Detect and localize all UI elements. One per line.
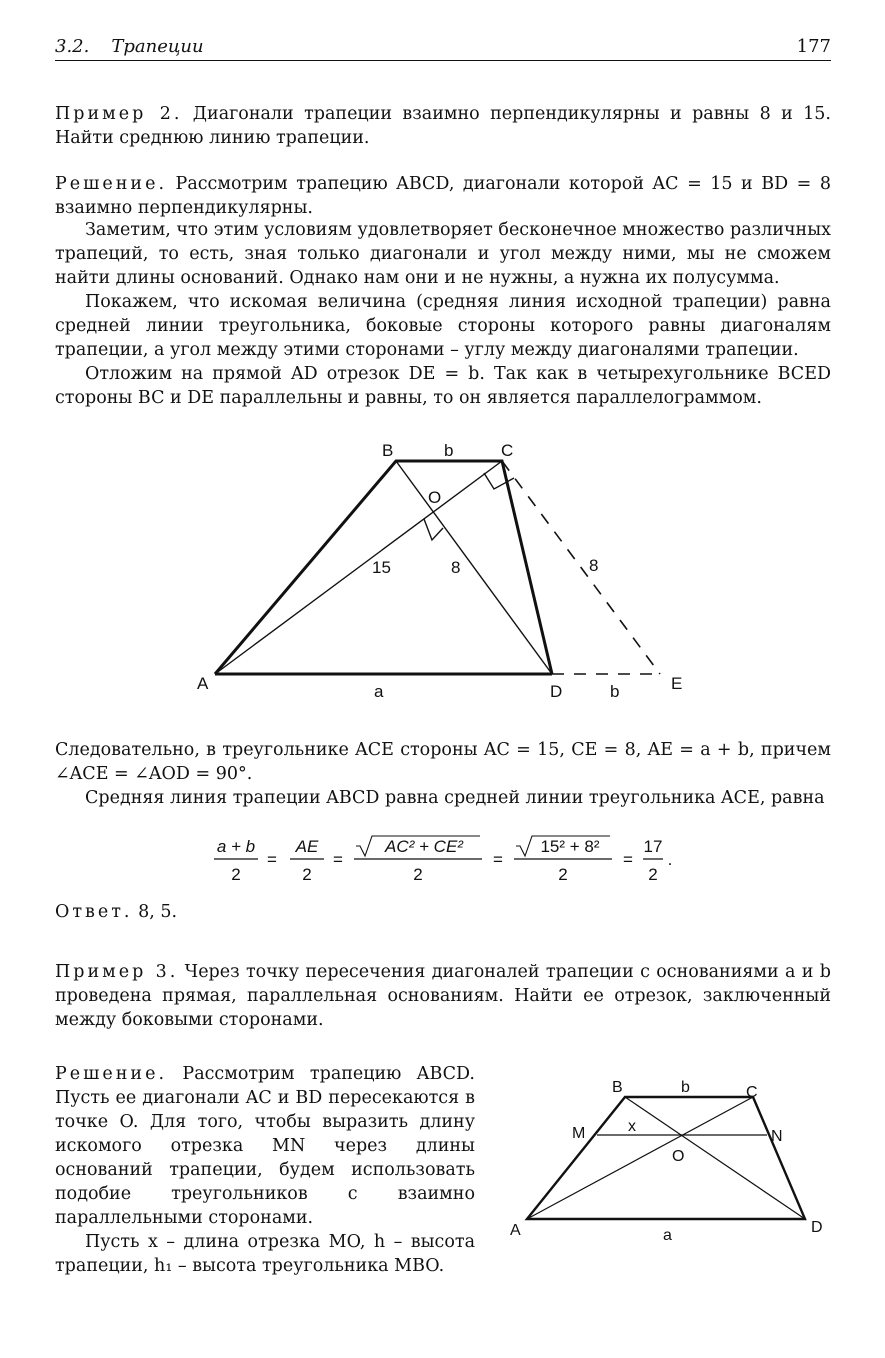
solution-2-label: Решение.: [55, 174, 168, 194]
label-b-bottom: b: [610, 682, 620, 701]
label2-C: C: [746, 1084, 758, 1101]
solution-2-p1-text: Рассмотрим трапецию ABCD, диагонали которой AC = 15 и BD = 8 взаимно перпендикулярны.: [55, 174, 831, 218]
label-E: E: [671, 674, 683, 693]
example-3-label: Пример 3.: [55, 962, 179, 982]
trapezoid-abcd-2: [527, 1097, 805, 1219]
label2-D: D: [811, 1219, 823, 1236]
diagonal-ac-2: [527, 1097, 753, 1219]
label-B: B: [382, 441, 394, 460]
section-title: Трапеции: [111, 36, 204, 57]
label-A: A: [197, 674, 209, 693]
f-t5-den: 2: [648, 865, 658, 884]
answer-label: Ответ.: [55, 902, 133, 922]
label-b-top: b: [444, 441, 454, 460]
solution-2-p3: Покажем, что искомая величина (средняя линия исходной трапеции) равна средней линии треугольника, боковые стороны которого равны диагоналям трапеции, а угол между этими сторонами – углу между диагоналями трапеции.: [55, 292, 831, 360]
label2-O: O: [672, 1148, 685, 1165]
svg-text:=: =: [493, 850, 503, 869]
label2-b: b: [681, 1079, 690, 1096]
label2-B: B: [612, 1079, 623, 1096]
solution-2-p6: Средняя линия трапеции ABCD равна средней линии треугольника ACE, равна: [85, 788, 825, 808]
page-number: 177: [796, 36, 831, 57]
solution-2-p2: Заметим, что этим условиям удовлетворяет бесконечное множество различных трапеций, то есть, зная только диагонали и угол между ними, мы не сможем найти длины оснований. Однако нам они и не нужны, а нужна их полусумма.: [55, 220, 831, 288]
label2-A: A: [510, 1222, 521, 1239]
label-D: D: [550, 682, 563, 701]
svg-text:.: .: [667, 850, 673, 869]
f-t3-num: AC² + CE²: [385, 837, 463, 856]
label-15: 15: [372, 558, 391, 577]
example-2-label: Пример 2.: [55, 104, 183, 124]
label-8-bd: 8: [451, 558, 461, 577]
solution-2-p4: Отложим на прямой AD отрезок DE = b. Так как в четырехугольнике BCED стороны BC и DE параллельны и равны, то он является параллелограммом.: [55, 364, 831, 408]
label2-a: a: [663, 1227, 672, 1244]
f-t1-den: 2: [231, 865, 241, 884]
label2-x: x: [628, 1118, 636, 1135]
label2-N: N: [771, 1128, 783, 1145]
f-t1-num: a + b: [216, 837, 256, 856]
f-t3-den: 2: [413, 865, 423, 884]
f-t5-num: 17: [643, 837, 663, 856]
solution-3-p1-text: Рассмотрим трапецию ABCD. Пусть ее диагонали AC и BD пересекаются в точке O. Для того, чтобы выразить длину искомого отрезка MN через длины оснований трапеции, будем использовать подобие треугольников с взаимно параллельными сторонами.: [55, 1064, 475, 1228]
example-3-text: Через точку пересечения диагоналей трапеции с основаниями a и b проведена прямая, параллельная основаниям. Найти ее отрезок, заключенный между боковыми сторонами.: [55, 962, 831, 1030]
solution-2-p5: Следовательно, в треугольнике ACE стороны AC = 15, CE = 8, AE = a + b, причем ∠ACE = ∠AOD = 90°.: [55, 740, 831, 784]
solution-3-label: Решение.: [55, 1064, 168, 1084]
label-a: a: [374, 682, 384, 701]
f-t2-num: AE: [295, 837, 319, 856]
f-t4-num: 15² + 8²: [540, 837, 600, 856]
solution-3-p2: Пусть x – длина отрезка MO, h – высота трапеции, h₁ – высота треугольника MBO.: [55, 1232, 475, 1276]
answer-value: 8, 5.: [138, 902, 178, 922]
label-8-ce: 8: [589, 556, 599, 575]
svg-text:=: =: [623, 850, 633, 869]
section-number: 3.2.: [55, 36, 90, 57]
label-O: O: [428, 488, 442, 507]
svg-text:=: =: [333, 850, 343, 869]
f-t2-den: 2: [302, 865, 312, 884]
svg-text:=: =: [267, 850, 277, 869]
label2-M: M: [572, 1125, 586, 1142]
example-2-text: Диагонали трапеции взаимно перпендикулярны и равны 8 и 15. Найти среднюю линию трапеции.: [55, 104, 831, 148]
label-C: C: [501, 441, 514, 460]
f-t4-den: 2: [558, 865, 568, 884]
